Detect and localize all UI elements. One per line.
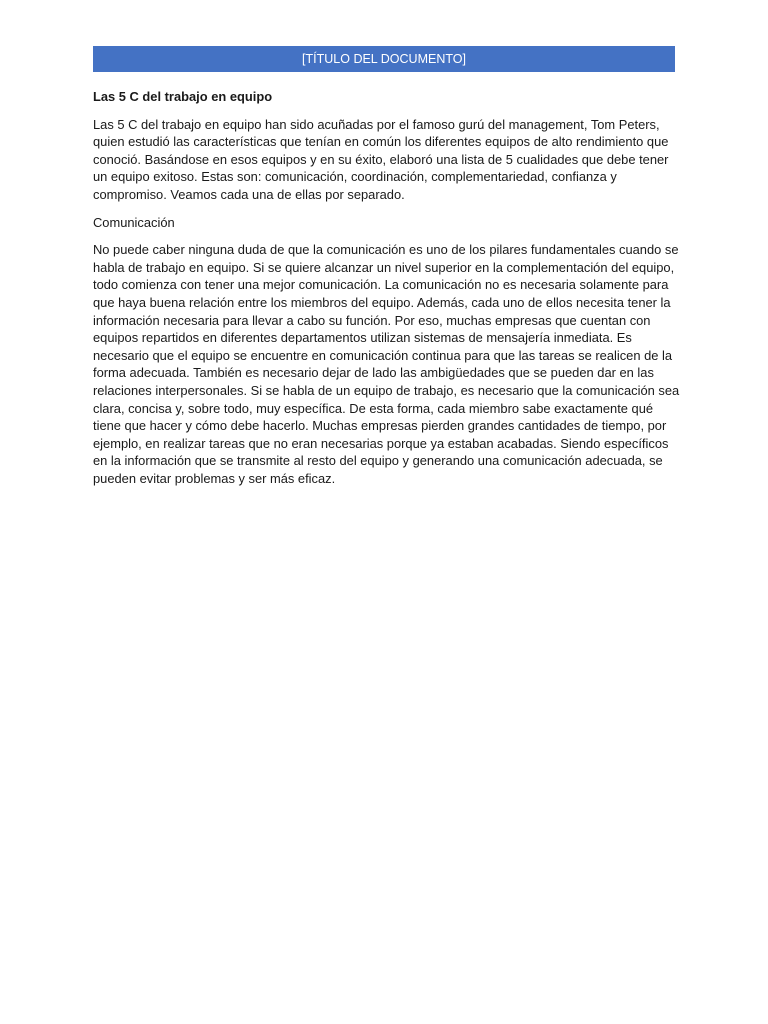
document-title-bar xyxy=(93,46,675,72)
section-title: Comunicación xyxy=(93,214,175,230)
article-heading: Las 5 C del trabajo en equipo xyxy=(93,89,273,104)
document-title: [TÍTULO DEL DOCUMENTO] xyxy=(302,52,466,66)
section-paragraph: No puede caber ninguna duda de que la comunicación es uno de los pilares fundamentales cuando se habla de trabajo en equipo. Si se quiere alcanzar un nivel superior en la complementación del equipo, todo comienza con tener una mejor comunicación. La comunicación no es necesaria solamente para que haya buena relación entre los miembros del equipo. Además, cada uno de ellos necesita tener la información necesaria para llevar a cabo su función. Por eso, muchas empresas que cuentan con equipos repartidos en diferentes departamentos utilizan sistemas de mensajería inmediata. Es necesario que el equipo se encuentre en comunicación continua para que las tareas se realicen de la forma adecuada. También es necesario dejar de lado las ambigüedades que se pueden dar en las relaciones interpersonales. Si se habla de un equipo de trabajo, es necesario que la comunicación sea clara, concisa y, sobre todo, muy específica. De esta forma, cada miembro sabe exactamente qué tiene que hacer y cómo debe hacerlo. Muchas empresas pierden grandes cantidades de tiempo, por ejemplo, en realizar tareas que no eran necesarias porque ya estaban acabadas. Siendo específicos en la información que se transmite al resto del equipo y generando una comunicación adecuada, se pueden evitar problemas y ser más eficaz. xyxy=(93,242,680,486)
intro-paragraph: Las 5 C del trabajo en equipo han sido acuñadas por el famoso gurú del management, Tom Peters, quien estudió las características que tenían en común los diferentes equipos de alto rendimiento que conoció. Basándose en esos equipos y en su éxito, elaboró una lista de 5 cualidades que debe tener un equipo exitoso. Estas son: comunicación, coordinación, complementariedad, confianza y compromiso. Veamos cada una de ellas por separado. xyxy=(93,116,669,202)
document-body xyxy=(93,88,683,497)
